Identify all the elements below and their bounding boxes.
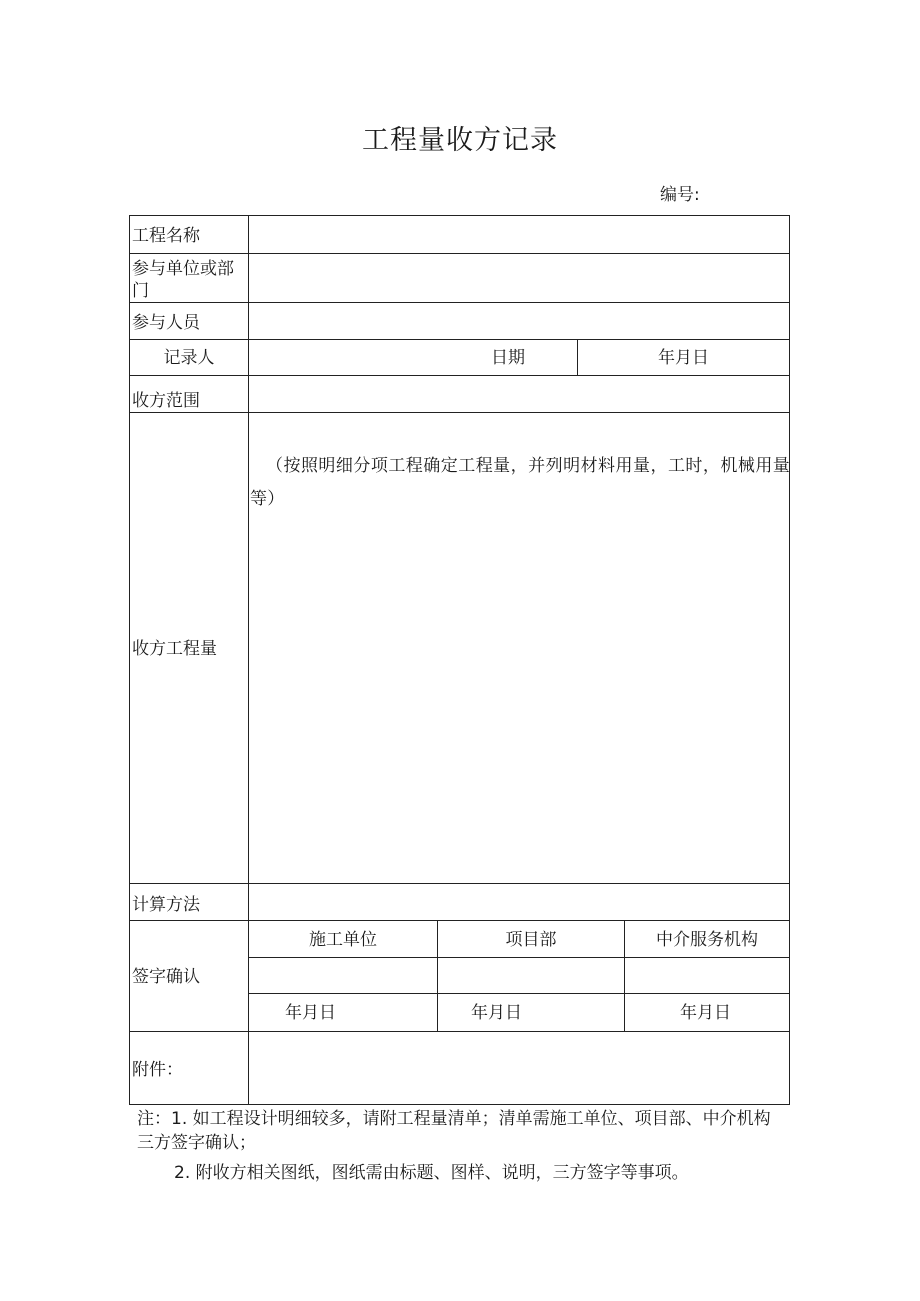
date-label: 日期 bbox=[491, 348, 525, 368]
participating-unit-label-line2: 门 bbox=[132, 281, 149, 301]
quantity-label: 收方工程量 bbox=[132, 639, 217, 659]
quantity-instruction: （按照明细分项工程确定工程量，并列明材料用量，工时，机械用量等） bbox=[250, 456, 790, 509]
signature-date-project-dept[interactable]: 年月日 bbox=[471, 1003, 522, 1023]
scope-field[interactable] bbox=[249, 376, 789, 412]
calc-method-field[interactable] bbox=[249, 884, 789, 920]
attachment-field[interactable] bbox=[249, 1032, 789, 1104]
participating-unit-field[interactable] bbox=[249, 254, 789, 302]
date-value[interactable]: 年月日 bbox=[658, 348, 709, 368]
signature-subrow-line bbox=[248, 993, 790, 994]
participating-unit-label-line1: 参与单位或部 bbox=[132, 259, 234, 279]
calc-method-label: 计算方法 bbox=[132, 895, 200, 915]
signature-box-intermediary[interactable] bbox=[625, 958, 789, 993]
project-name-field[interactable] bbox=[249, 216, 789, 253]
footnote-2: 2. 附收方相关图纸，图纸需由标题、图样、说明，三方签字等事项。 bbox=[174, 1163, 689, 1183]
project-name-label: 工程名称 bbox=[132, 226, 200, 246]
signature-date-intermediary[interactable]: 年月日 bbox=[680, 1003, 731, 1023]
row-line bbox=[129, 412, 790, 413]
signature-column-intermediary: 中介服务机构 bbox=[656, 930, 758, 950]
quantity-field[interactable] bbox=[249, 520, 789, 882]
attachment-label: 附件： bbox=[132, 1060, 183, 1080]
participants-field[interactable] bbox=[249, 303, 789, 339]
serial-number-label: 编号: bbox=[660, 185, 700, 205]
signature-box-construction-unit[interactable] bbox=[249, 958, 437, 993]
row-line bbox=[129, 920, 790, 921]
signature-column-project-dept: 项目部 bbox=[505, 930, 557, 950]
footnotes bbox=[137, 1107, 787, 1185]
signature-label: 签字确认 bbox=[132, 967, 200, 987]
recorder-field[interactable] bbox=[249, 340, 479, 375]
participants-label: 参与人员 bbox=[132, 313, 200, 333]
footnote-1: 注：1. 如工程设计明细较多，请附工程量清单；清单需施工单位、项目部、中介机构三方签字确认； bbox=[137, 1109, 771, 1153]
document-title: 工程量收方记录 bbox=[362, 125, 558, 156]
signature-column-construction-unit: 施工单位 bbox=[309, 930, 377, 950]
participating-unit-label bbox=[132, 258, 234, 302]
signature-box-project-dept[interactable] bbox=[438, 958, 624, 993]
signature-date-construction-unit[interactable]: 年月日 bbox=[285, 1003, 336, 1023]
table-border-right bbox=[789, 215, 790, 1105]
recorder-label: 记录人 bbox=[163, 348, 215, 368]
table-border-bottom bbox=[129, 1104, 790, 1105]
scope-label: 收方范围 bbox=[132, 391, 200, 411]
